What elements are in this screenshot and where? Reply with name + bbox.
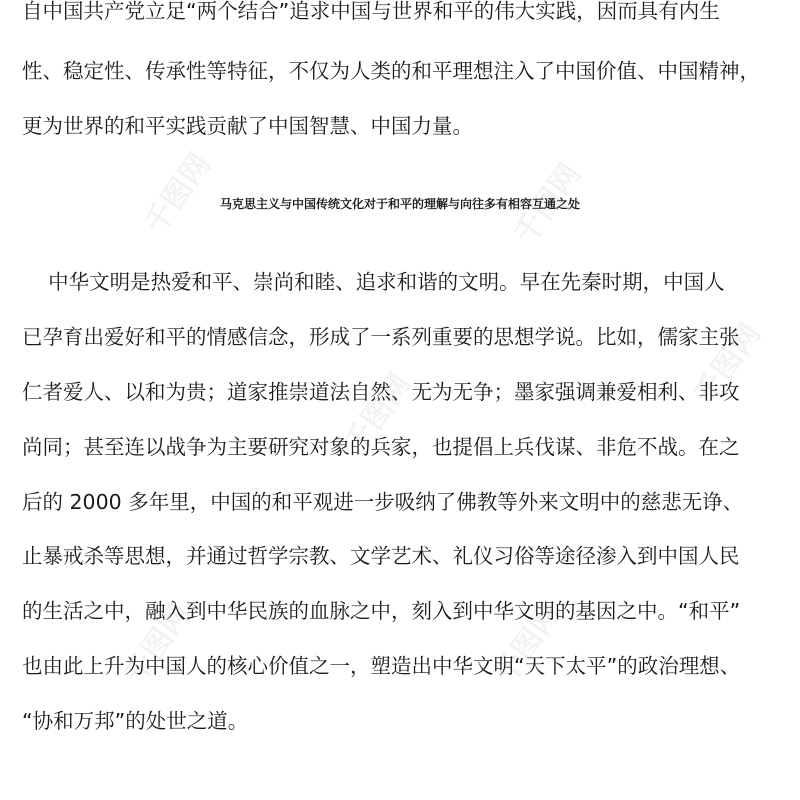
paragraph-line: 更为世界的和平实践贡献了中国智慧、中国力量。 — [22, 114, 473, 138]
paragraph-line: 仁者爱人、以和为贵；道家推崇道法自然、无为无争；墨家强调兼爱相利、非攻 — [22, 380, 740, 404]
paragraph-line: 中华文明是热爱和平、崇尚和睦、追求和谐的文明。早在先秦时期，中国人 — [22, 270, 725, 294]
watermark: 千图网 — [117, 597, 199, 691]
paragraph-line: 已孕育出爱好和平的情感信念，形成了一系列重要的思想学说。比如，儒家主张 — [22, 325, 740, 349]
paragraph-line: 自中国共产党立足“两个结合”追求中国与世界和平的伟大实践，因而具有内生 — [22, 0, 720, 23]
paragraph-line: 也由此上升为中国人的核心价值之一，塑造出中华文明“天下太平”的政治理想、 — [22, 654, 741, 678]
paragraph-line: “协和万邦”的处世之道。 — [22, 709, 249, 733]
paragraph-line: 尚同；甚至连以战争为主要研究对象的兵家，也提倡上兵伐谋、非危不战。在之 — [22, 435, 740, 459]
watermark: 千图网 — [337, 367, 419, 461]
paragraph-line: 后的 2000 多年里，中国的和平观进一步吸纳了佛教等外来文明中的慈悲无诤、 — [22, 490, 744, 514]
watermark: 千图网 — [507, 157, 589, 251]
watermark: 千图网 — [687, 317, 769, 411]
section-heading: 马克思主义与中国传统文化对于和平的理解与向往多有相容互通之处 — [219, 197, 580, 211]
paragraph-line: 的生活之中，融入到中华民族的血脉之中，刻入到中华文明的基因之中。“和平” — [22, 599, 741, 623]
watermark: 千图网 — [137, 147, 219, 241]
watermark: 千图网 — [487, 597, 569, 691]
paragraph-line: 性、稳定性、传承性等特征，不仅为人类的和平理想注入了中国价值、中国精神， — [22, 59, 760, 83]
paragraph-line: 止暴戒杀等思想，并通过哲学宗教、文学艺术、礼仪习俗等途径渗入到中国人民 — [22, 544, 740, 568]
